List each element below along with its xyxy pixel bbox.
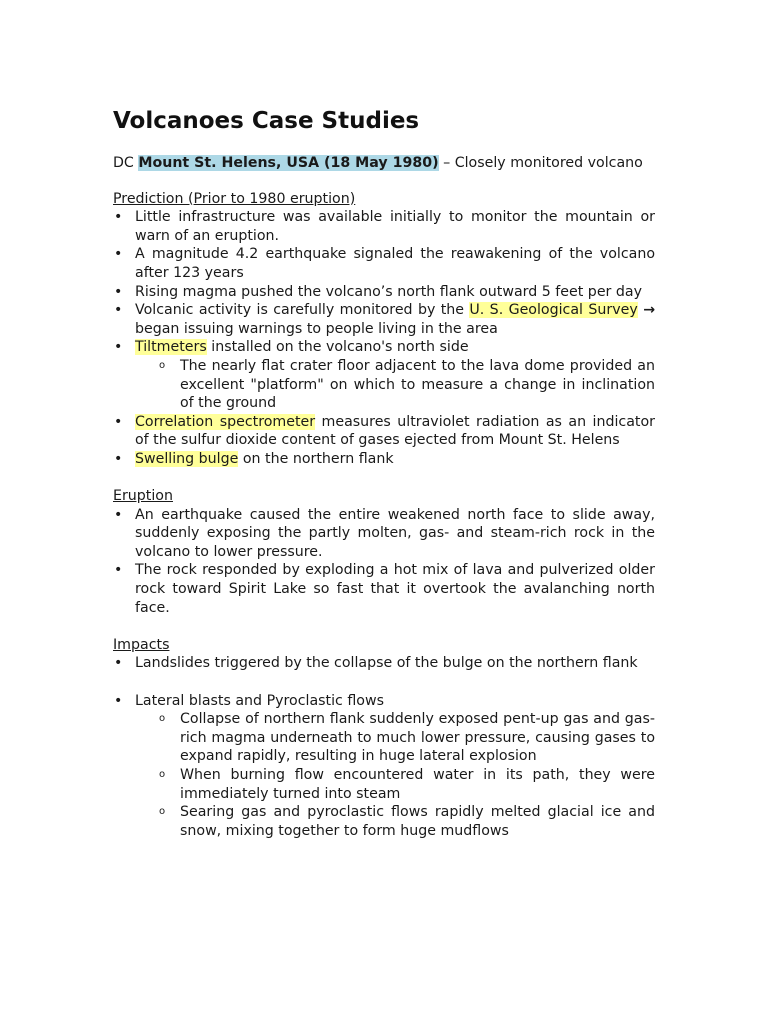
list-item-text: Lateral blasts and Pyroclastic flows — [135, 692, 384, 709]
highlight-usgs: U. S. Geological Survey — [469, 302, 638, 319]
impacts-list-continued — [113, 692, 655, 841]
heading-rest: – Closely monitored volcano — [438, 155, 643, 171]
sub-list-item-text: Searing gas and pyroclastic flows rapidly melted glacial ice and snow, mixing together to form huge mudflows — [180, 804, 655, 839]
list-item — [113, 506, 655, 562]
list-item — [113, 338, 655, 412]
spacer — [113, 673, 655, 692]
document-title: Volcanoes Case Studies — [113, 108, 420, 134]
heading-prefix: DC — [113, 155, 134, 171]
list-item — [113, 208, 655, 245]
arrow-right-icon: → — [643, 302, 656, 319]
section-title-impacts: Impacts — [113, 636, 170, 653]
list-item-text: began issuing warnings to people living in the area — [135, 320, 498, 337]
list-item-text: measures ultraviolet radiation as an indicator of the sulfur dioxide content of gases ejected from Mount St. Helens — [135, 413, 656, 449]
sub-list — [135, 357, 655, 413]
highlight-correlation-spectrometer: Correlation spectrometer — [135, 413, 316, 430]
sub-list-item — [135, 710, 655, 766]
list-item-text: An earthquake caused the entire weakened north face to slide away, suddenly exposing the partly molten, gas- and steam-rich rock in the volcano to lower pressure. — [135, 506, 655, 560]
list-item-text: installed on the volcano's north side — [206, 339, 469, 356]
sub-list-item — [135, 357, 655, 413]
list-item — [113, 301, 655, 338]
sub-list-item-text: The nearly flat crater floor adjacent to the lava dome provided an excellent "platform" on which to measure a change in inclination of the ground — [180, 357, 655, 412]
prediction-list — [113, 208, 655, 468]
list-item — [113, 450, 655, 469]
heading-place: Mount St. Helens, USA (18 May 1980) — [138, 155, 439, 171]
list-item-text: The rock responded by exploding a hot mix of lava and pulverized older rock toward Spirit Lake so fast that it overtook the avalanching north face. — [135, 562, 655, 616]
list-item — [113, 654, 655, 673]
sub-list-item — [135, 766, 655, 803]
impacts-list — [113, 654, 655, 673]
list-item — [113, 283, 655, 302]
eruption-list — [113, 506, 655, 618]
list-item-text: Volcanic activity is carefully monitored by the — [135, 302, 470, 319]
list-item-text: on the northern flank — [238, 450, 394, 467]
spacer — [113, 469, 655, 488]
sub-list-item — [135, 803, 655, 840]
spacer — [113, 617, 655, 636]
sub-list-item-text: Collapse of northern flank suddenly exposed pent-up gas and gas-rich magma underneath to much lower pressure, causing gases to expand rapidly, resulting in huge lateral explosion — [180, 711, 655, 765]
list-item-text: Rising magma pushed the volcano’s north flank outward 5 feet per day — [135, 283, 642, 300]
sub-list — [135, 710, 655, 840]
highlight-swelling-bulge: Swelling bulge — [135, 450, 239, 467]
document-page — [113, 106, 655, 840]
highlight-tiltmeters: Tiltmeters — [135, 339, 207, 356]
sub-list-item-text: When burning flow encountered water in its path, they were immediately turned into steam — [180, 767, 655, 802]
section-title-eruption: Eruption — [113, 488, 173, 505]
list-item-text: A magnitude 4.2 earthquake signaled the reawakening of the volcano after 123 years — [135, 246, 655, 281]
section-title-prediction: Prediction (Prior to 1980 eruption) — [113, 190, 356, 207]
case-study-heading — [113, 154, 655, 173]
list-item — [113, 413, 655, 450]
list-item — [113, 692, 655, 841]
list-item — [113, 245, 655, 282]
list-item — [113, 561, 655, 617]
list-item-text: Little infrastructure was available initially to monitor the mountain or warn of an eruption. — [135, 209, 655, 244]
list-item-text: Landslides triggered by the collapse of the bulge on the northern flank — [135, 655, 638, 672]
